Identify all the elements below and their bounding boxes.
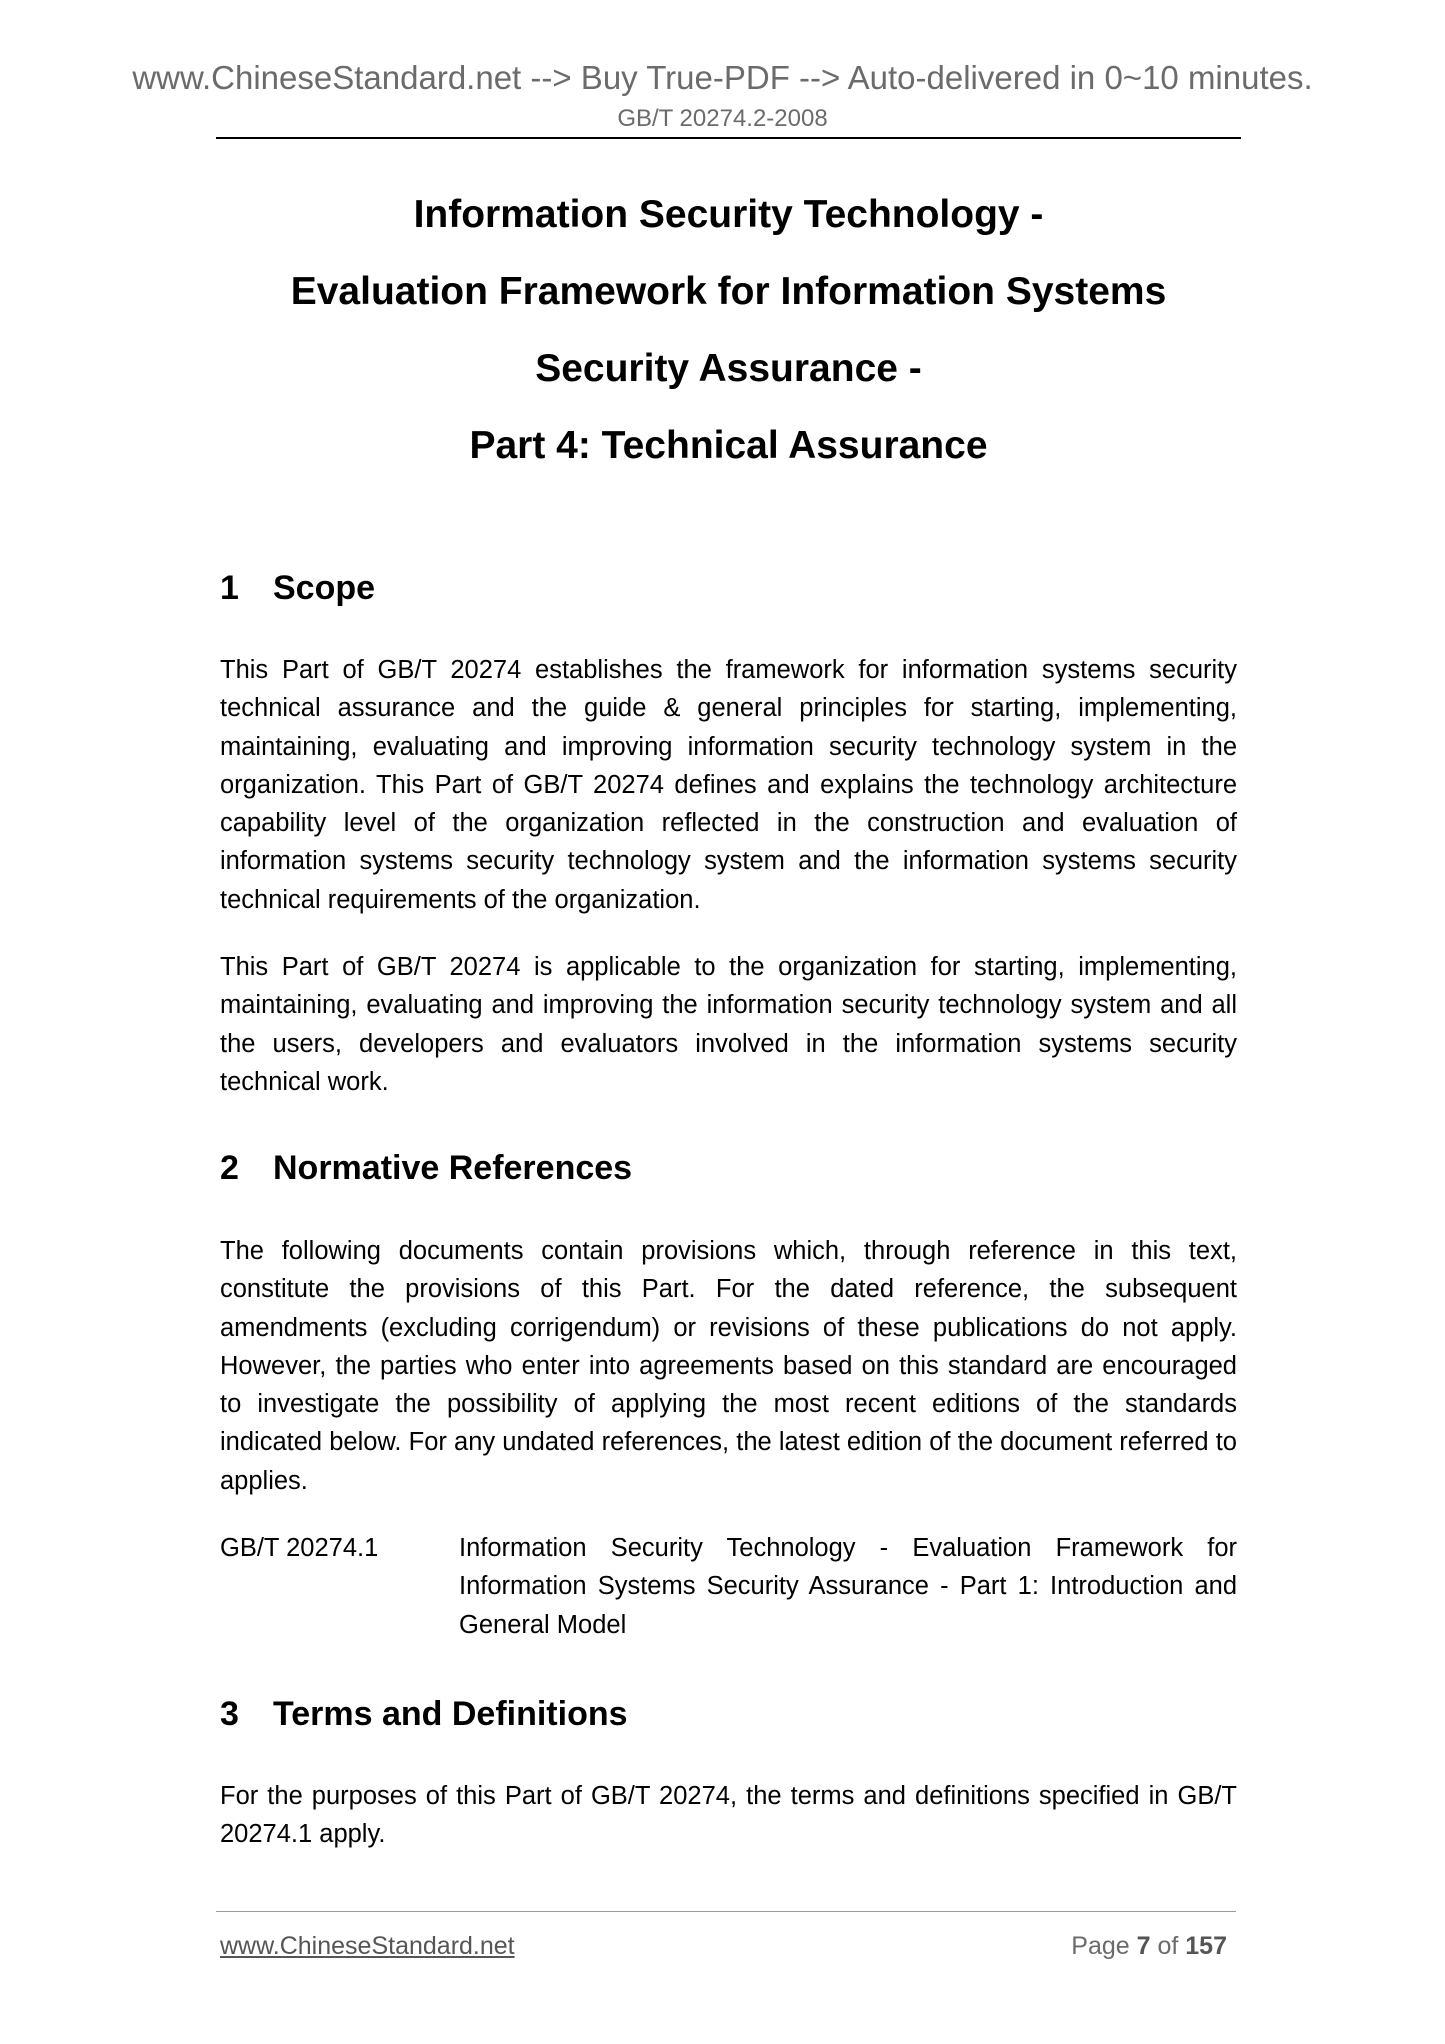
footer-divider <box>216 1911 1236 1912</box>
title-line-4: Part 4: Technical Assurance <box>469 424 988 467</box>
scope-paragraph-1: This Part of GB/T 20274 establishes the framework for information systems security technical assurance and the guide & general principles for starting, implementing, maintaining, evaluating and improving information security technology system in the organization. This Part of GB/T 20274 defines and explains the technology architecture capability level of the organization reflected in the construction and evaluation of information systems security technology system and the information systems security technical requirements of the organization. <box>220 656 1237 914</box>
title-line-2: Evaluation Framework for Information Systems <box>290 270 1167 313</box>
page-total: 157 <box>1185 1932 1227 1960</box>
page-current: 7 <box>1136 1932 1151 1960</box>
document-code: GB/T 20274.2-2008 <box>617 105 828 132</box>
reference-title: Information Security Technology - Evaluation Framework for Information Systems Security Assurance - Part 1: Introduction and General Model <box>459 1534 1237 1639</box>
page-of-label: of <box>1157 1932 1179 1960</box>
section-number: 2 <box>220 1149 239 1187</box>
reference-code: GB/T 20274.1 <box>220 1534 379 1562</box>
title-line-1: Information Security Technology - <box>413 193 1044 236</box>
page-label: Page <box>1071 1932 1130 1960</box>
section-number: 3 <box>220 1695 239 1733</box>
scope-paragraph-2: This Part of GB/T 20274 is applicable to the organization for starting, implementing, maintaining, evaluating and improving the information security technology system and all the users, developers and evaluators involved in the information systems security technical work. <box>220 953 1237 1096</box>
header-divider <box>216 137 1241 139</box>
title-line-3: Security Assurance - <box>535 347 922 390</box>
footer-site-link[interactable]: www.ChineseStandard.net <box>220 1932 515 1960</box>
section-title: Normative References <box>273 1149 633 1187</box>
section-title: Terms and Definitions <box>273 1695 628 1733</box>
document-title <box>216 185 1241 493</box>
page-number <box>1071 1930 1227 1962</box>
section-heading-normative-references <box>220 1148 632 1188</box>
normative-paragraph: The following documents contain provisions which, through reference in this text, constitute the provisions of this Part. For the dated reference, the subsequent amendments (excluding corrigendum) or revisions of these publications do not apply. However, the parties who enter into agreements based on this standard are encouraged to investigate the possibility of applying the most recent editions of the standards indicated below. For any undated references, the latest edition of the document referred to applies. <box>220 1237 1237 1495</box>
header-banner: www.ChineseStandard.net --> Buy True-PDF --> Auto-delivered in 0~10 minutes. <box>132 59 1313 96</box>
section-heading-scope <box>220 568 375 608</box>
section-title: Scope <box>273 569 376 607</box>
section-number: 1 <box>220 569 239 607</box>
terms-paragraph: For the purposes of this Part of GB/T 20274, the terms and definitions specified in GB/T 20274.1 apply. <box>220 1782 1237 1849</box>
section-heading-terms <box>220 1694 628 1734</box>
